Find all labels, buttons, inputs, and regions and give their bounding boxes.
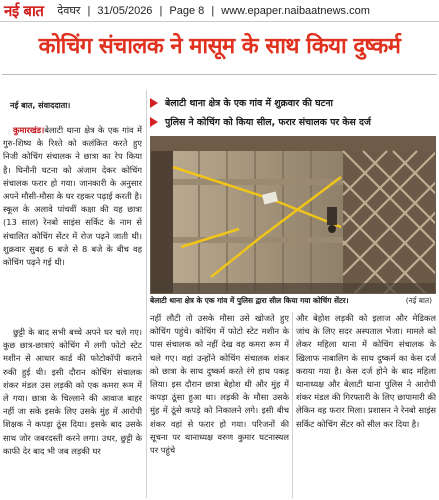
- newspaper-logo: नई बात: [4, 1, 44, 20]
- masthead-meta: [57, 3, 373, 18]
- play-arrow-icon: [150, 97, 160, 109]
- play-arrow-icon: [150, 116, 160, 128]
- website-url: www.epaper.naibaatnews.com: [221, 5, 370, 17]
- article-highlights: [150, 93, 436, 133]
- highlight-item: [150, 93, 436, 112]
- page-number: Page 8: [169, 5, 205, 17]
- paragraph-text: बेलाटी थाना क्षेत्र के एक गांव में गुरु-शिष्य के रिश्ते को कलंकित करते हुए निजी कोचिंग संचालक ने छात्रा का रेप किया है। घिनौनी घटना को अंजाम देकर कोचिंग संचालक फरार हो गया। जानकारी के अनुसार अपने मौसी-मौसा के घर रहकर पढ़ाई करती है। स्कूल के अलावे पांचवीं कक्षा की यह छात्रा (13 साल) रेनबो साइंस सर्किट के नाम से संचालित कोचिंग सेंटर में रोज पढ़ने जाती थी। शुक्रवार सुबह 6 बजे से 8 बजे के बीच वह कोचिंग पढ़ने गई थी।: [3, 125, 142, 268]
- column-divider: [292, 312, 293, 498]
- byline: नई बात, संवाददाता।: [10, 101, 71, 110]
- masthead: [0, 0, 439, 22]
- article-column-middle: [150, 312, 289, 498]
- article-column-left-bottom: [3, 326, 142, 498]
- paragraph-text: छुट्टी के बाद सभी बच्चे अपने घर चले गए। कुछ छात्र-छात्राएं कोचिंग में लगी फोटो स्टेट मशीन से आधार कार्ड की फोटोकॉपी कराने रुकी हुई थी। इसी दौरान कोचिंग संचालक शंकर मंडल उस लड़की को एक कमरा रूम में ले गया। छात्रा के चिल्लाने की आवाज बाहर नहीं जा सके इसके लिए उसके मुंह में आरोपी शिक्षक ने कपड़ा ठूंस दिया। इसके बाद उसके साथ जोर जबरदस्ती करने लगा। उधर, छुट्टी के काफी देर बाद भी जब लड़की घर: [3, 327, 142, 456]
- meta-separator: |: [87, 5, 91, 17]
- meta-separator: |: [159, 5, 163, 17]
- highlight-text: पुलिस ने कोचिंग को किया सील, फरार संचालक पर केस दर्ज: [165, 117, 371, 128]
- article-column-right: [296, 312, 436, 498]
- photo-caption: [150, 295, 436, 307]
- paragraph-text: नहीं लौटी तो उसके मौसा उसे खोजते हुए कोचिंग पहुंचे। कोचिंग में फोटो स्टेट मशीन के पास संचालक को नहीं देख वह कमरा रूम में चले गए। वहां उन्होंने कोचिंग संचालक शंकर को छात्रा के साथ दुष्कर्म करते रंगे हाथ पकड़ लिया। इस दौरान छात्रा बेहोश थी और मुंह में कपड़ा ठूंसा हुआ था। लड़की के मौसा उसके मुंह में ठूंसे कपड़े को निकालने लगे। इसी बीच शंकर वहां से फरार हो गया। परिजनों की सूचना पर थानाध्यक्ष वरुण कुमार घटनास्थल पर पहुंचे: [150, 313, 289, 456]
- headline-divider: [2, 74, 437, 75]
- article-photo: [150, 136, 436, 294]
- photo-credit: (नई बात): [405, 296, 432, 305]
- meta-separator: |: [211, 5, 215, 17]
- edition-date: 31/05/2026: [97, 5, 153, 17]
- highlight-text: बेलाटी थाना क्षेत्र के एक गांव में शुक्रवार की घटना: [165, 98, 333, 109]
- highlight-item: [150, 112, 436, 131]
- column-divider: [146, 90, 147, 498]
- sealed-coaching-door-photo: [151, 137, 436, 294]
- dateline: कुमारखंड।: [13, 125, 45, 135]
- article-column-left-top: [3, 124, 142, 320]
- edition-city: देवघर: [57, 5, 81, 17]
- caption-text: बेलाटी थाना क्षेत्र के एक गांव में पुलिस द्वारा सील किया गया कोचिंग सेंटर।: [150, 296, 349, 305]
- paragraph-text: और बेहोश लड़की को इलाज और मेडिकल जांच के लिए सदर अस्पताल भेजा। मामले को लेकर महिला थाना में कोचिंग संचालक के खिलाफ नाबालिग के साथ दुष्कर्म का केस दर्ज कराया गया है। केस दर्ज होने के बाद महिला थानाध्यक्ष और बेलाटी थाना पुलिस ने आरोपी शंकर मंडल की गिरफ्तारी के लिए छापामारी की लेकिन वह फरार मिला। प्रशासन ने रेनबो साइंस सर्किट कोचिंग सेंटर को सील कर दिया है।: [296, 313, 436, 429]
- article-headline: कोचिंग संचालक ने मासूम के साथ किया दुष्कर्म: [38, 34, 401, 59]
